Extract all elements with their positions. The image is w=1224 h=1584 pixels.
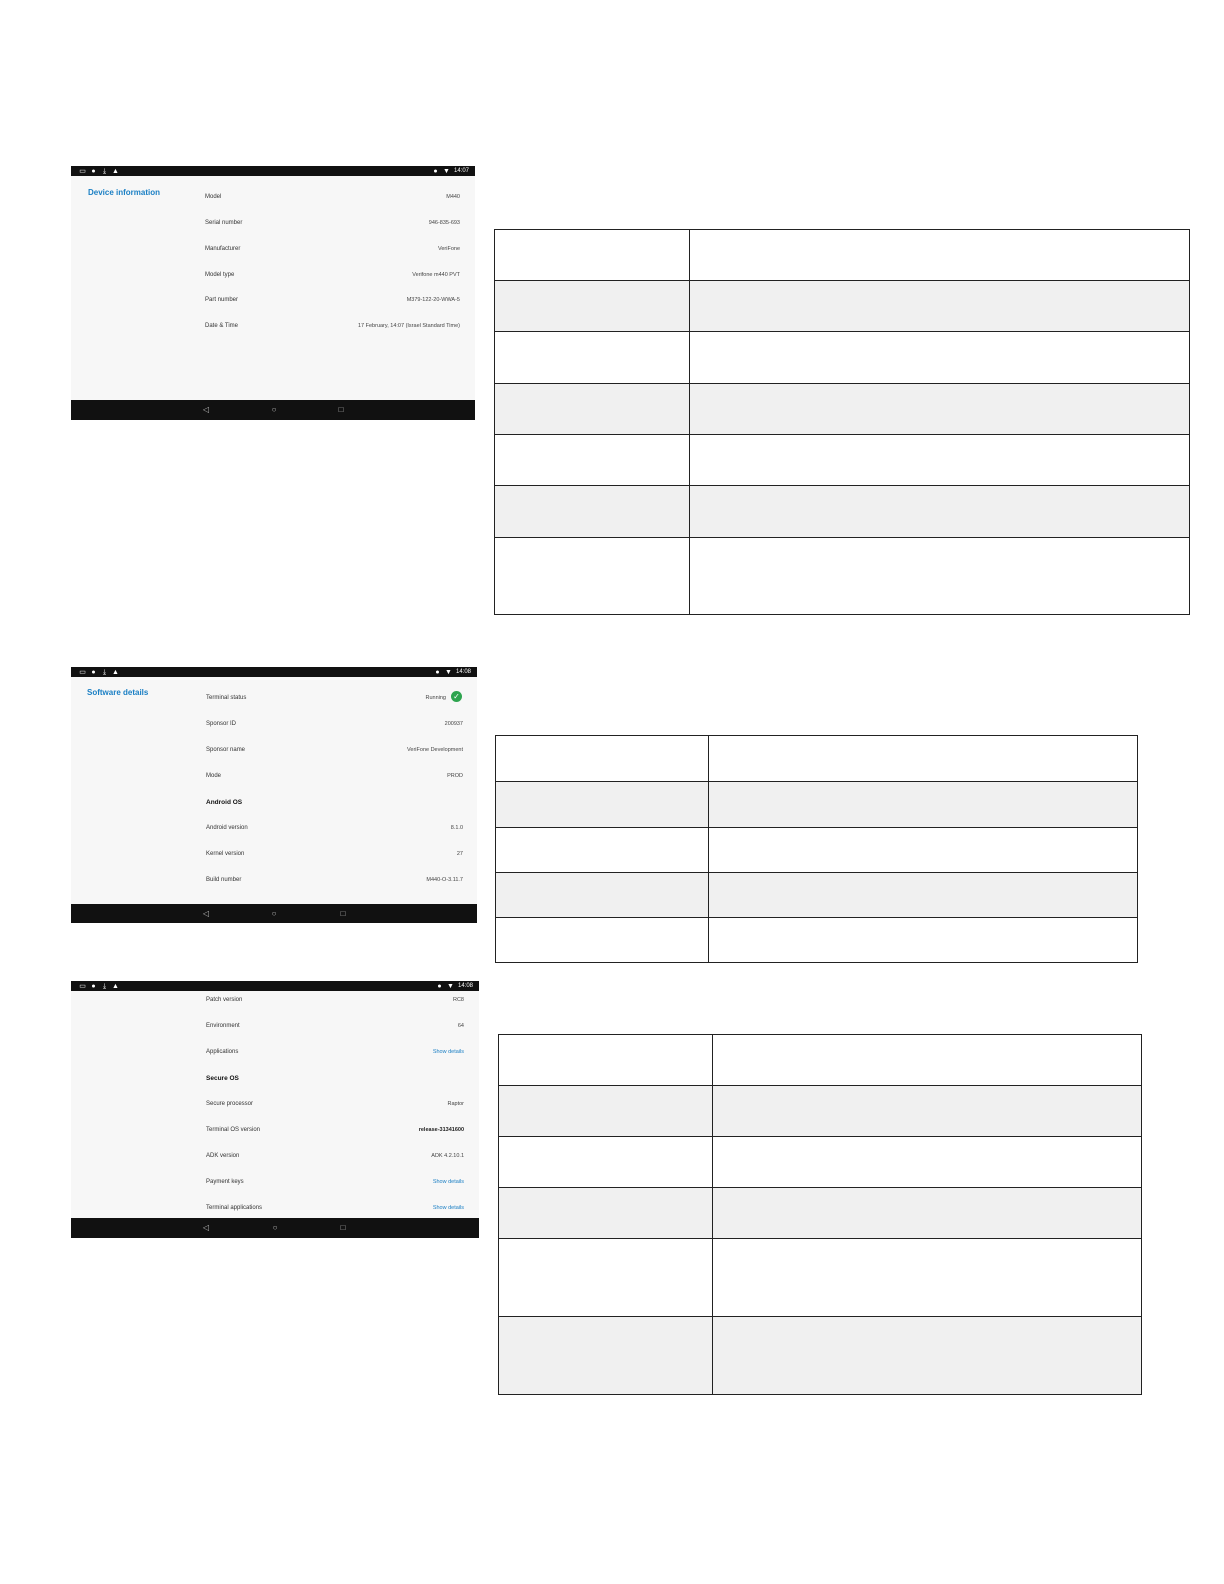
table-row [495, 281, 1190, 332]
info-icon: ● [91, 982, 96, 990]
info-icon: ● [91, 167, 96, 175]
terminal-status-label: Terminal status [206, 695, 247, 701]
nav-bar [71, 1218, 479, 1238]
wifi-icon: ▼ [443, 167, 450, 175]
sponsor-name-label: Sponsor name [206, 747, 246, 753]
device-information-screen [71, 166, 475, 420]
patch-version-value: RC8 [452, 997, 464, 1003]
terminal-os-version-value: release-31341600 [418, 1127, 464, 1133]
applications-show-details-link[interactable]: Show details [432, 1049, 464, 1055]
download-icon: ⤓ [102, 167, 107, 175]
table-row [495, 435, 1190, 486]
manufacturer-label: Manufacturer [205, 246, 241, 252]
wifi-icon: ▼ [447, 982, 454, 990]
payment-keys-show-details-link[interactable]: Show details [432, 1179, 464, 1185]
clock: 14:08 [455, 669, 471, 675]
back-icon[interactable]: ◁ [202, 909, 210, 918]
device-information-table [494, 229, 1190, 615]
terminal-applications-show-details-link[interactable]: Show details [432, 1205, 464, 1211]
environment-value: 64 [457, 1023, 464, 1029]
terminal-status-value: Running [425, 695, 446, 701]
table-row [499, 1317, 1142, 1395]
home-icon[interactable]: ○ [271, 909, 277, 918]
home-icon[interactable]: ○ [271, 405, 277, 414]
payment-keys-label: Payment keys [206, 1179, 244, 1185]
back-icon[interactable]: ◁ [202, 1223, 210, 1232]
check-icon: ✓ [451, 691, 462, 702]
storage-icon: ▭ [79, 668, 86, 676]
table-row [496, 782, 1138, 828]
terminal-applications-label: Terminal applications [206, 1205, 263, 1211]
sponsor-name-value: VeriFone Development [407, 747, 463, 753]
mode-value: PROD [447, 773, 463, 779]
nav-bar [71, 904, 477, 923]
table-row [499, 1188, 1142, 1239]
part-number-label: Part number [205, 297, 239, 303]
home-icon[interactable]: ○ [272, 1223, 278, 1232]
nav-bar [71, 400, 475, 420]
page-title: Software details [87, 688, 149, 697]
table-row [499, 1137, 1142, 1188]
software-details-screen [71, 667, 477, 923]
clock: 14:08 [457, 983, 473, 989]
sponsor-id-value: 200937 [444, 721, 463, 727]
table-row [495, 384, 1190, 435]
download-icon: ⤓ [102, 668, 107, 676]
warning-icon: ▲ [112, 167, 119, 175]
clock: 14:07 [453, 168, 469, 174]
model-value: M440 [446, 194, 460, 200]
storage-icon: ▭ [79, 982, 86, 990]
recents-icon[interactable]: □ [338, 405, 344, 414]
warning-icon: ▲ [112, 668, 119, 676]
manufacturer-value: VeriFone [437, 246, 460, 252]
secure-os-table [498, 1034, 1142, 1395]
secure-os-heading: Secure OS [206, 1075, 239, 1082]
status-bar [71, 981, 479, 991]
model-label: Model [205, 194, 222, 200]
kernel-version-value: 27 [456, 851, 463, 857]
page-title: Device information [88, 188, 161, 197]
location-icon: ● [435, 668, 440, 676]
adk-version-label: ADK version [206, 1153, 240, 1159]
date-time-value: 17 February, 14:07 (Israel Standard Time) [357, 323, 460, 329]
secure-processor-value: Raptor [447, 1101, 464, 1107]
table-row [496, 736, 1138, 782]
part-number-value: M379-122-20-WWA-5 [406, 297, 460, 303]
recents-icon[interactable]: □ [340, 1223, 346, 1232]
terminal-os-version-label: Terminal OS version [206, 1127, 261, 1133]
patch-version-label: Patch version [206, 997, 243, 1003]
environment-label: Environment [206, 1023, 240, 1029]
back-icon[interactable]: ◁ [202, 405, 210, 414]
table-row [495, 486, 1190, 538]
location-icon: ● [433, 167, 438, 175]
software-details-table [495, 735, 1138, 963]
table-row [496, 918, 1138, 963]
table-row [496, 828, 1138, 873]
wifi-icon: ▼ [445, 668, 452, 676]
secure-processor-label: Secure processor [206, 1101, 254, 1107]
status-bar [71, 667, 477, 677]
download-icon: ⤓ [102, 982, 107, 990]
model-type-label: Model type [205, 272, 235, 278]
table-row [496, 873, 1138, 918]
warning-icon: ▲ [112, 982, 119, 990]
table-row [495, 332, 1190, 384]
table-row [495, 230, 1190, 281]
table-row [499, 1086, 1142, 1137]
recents-icon[interactable]: □ [340, 909, 346, 918]
android-os-heading: Android OS [206, 799, 243, 806]
table-row [499, 1239, 1142, 1317]
adk-version-value: ADK 4.2.10.1 [431, 1153, 464, 1159]
sponsor-id-label: Sponsor ID [206, 721, 237, 727]
android-version-value: 8.1.0 [450, 825, 463, 831]
location-icon: ● [437, 982, 442, 990]
kernel-version-label: Kernel version [206, 851, 245, 857]
table-row [495, 538, 1190, 615]
date-time-label: Date & Time [205, 323, 239, 329]
table-row [499, 1035, 1142, 1086]
build-number-label: Build number [206, 877, 242, 883]
serial-number-label: Serial number [205, 220, 243, 226]
mode-label: Mode [206, 773, 222, 779]
storage-icon: ▭ [79, 167, 86, 175]
android-version-label: Android version [206, 825, 248, 831]
applications-label: Applications [206, 1049, 239, 1055]
status-bar [71, 166, 475, 176]
info-icon: ● [91, 668, 96, 676]
build-number-value: M440-O-3.11.7 [426, 877, 463, 883]
model-type-value: Verifone m440 PVT [412, 272, 460, 278]
serial-number-value: 946-835-693 [428, 220, 460, 226]
software-details-continued-screen [71, 981, 479, 1238]
